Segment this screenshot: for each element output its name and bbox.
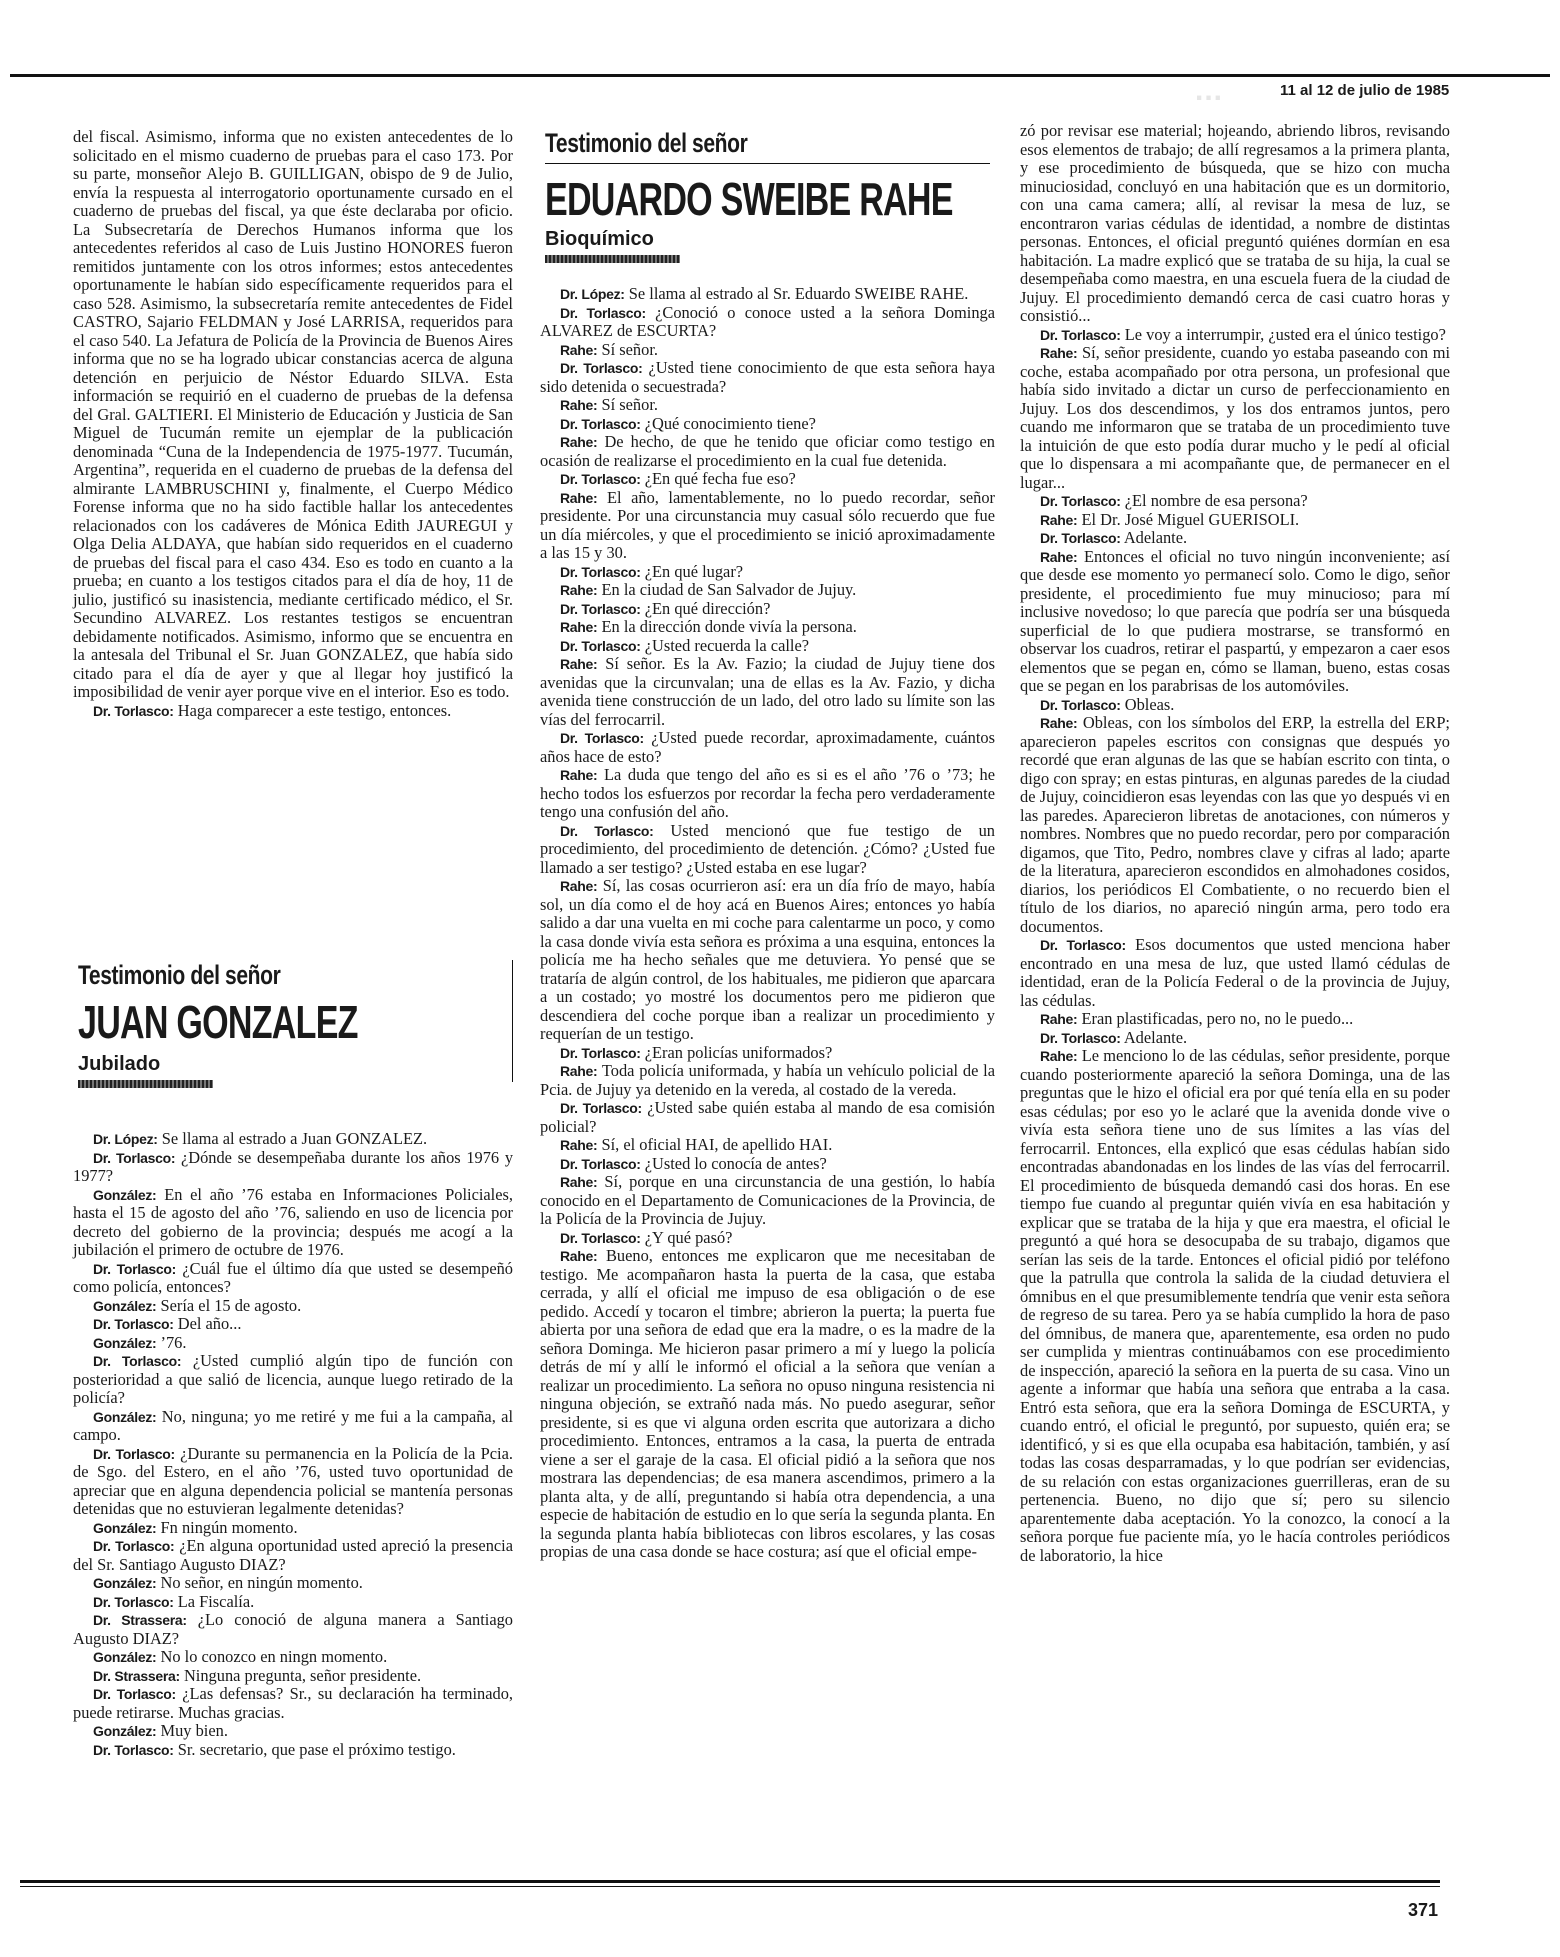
dialogue-line <box>540 1136 995 1155</box>
speaker-label: Rahe: <box>560 341 598 358</box>
column-1 <box>73 128 513 720</box>
dialogue-line <box>540 822 995 878</box>
dialogue-text: No lo conozco en ningn momento. <box>160 1647 388 1666</box>
dialogue-text: ¿Y qué pasó? <box>644 1227 733 1247</box>
speaker-label: González: <box>93 1186 157 1203</box>
dialogue-line <box>1020 1010 1450 1029</box>
dialogue-line <box>1020 344 1450 492</box>
column-1-dialogue <box>73 702 513 721</box>
speaker-label: Dr. Torlasco: <box>1040 530 1121 546</box>
dialogue-text: ¿El nombre de esa persona? <box>1124 491 1308 510</box>
column-3-continuation: zó por revisar ese material; hojeando, abriendo libros, revisando esos elementos de trabajo; de allí regresamos a la primera planta, y ese procedimiento de búsqueda, que se hizo con mucha minuciosidad, concluyó en una habitación que es un dormitorio, con una cama camera; allí, al revisar la mesa de luz, se encontraron varias cédulas de identidad, a nombre de distintas personas. Entonces, el oficial preguntó quiénes dormían en esa habitación. La madre explicó que se trataba de su hija, la cual se desempeñaba como maestra, en una escuela fuera de la ciudad de Jujuy. El procedimiento demandó cerca de casi cuatro horas y consistió... <box>1020 121 1450 325</box>
dialogue-text: ’76. <box>160 1332 187 1352</box>
speaker-label: Rahe: <box>1040 715 1078 731</box>
dialogue-line <box>540 433 995 470</box>
rahe-heading-role: Bioquímico <box>545 228 654 250</box>
dialogue-text: El año, lamentablemente, no lo puedo recordar, señor presidente. Por una circunstancia muy casual sólo recuerdo que fue un día miércoles, y que el procedimiento se inició aproximadamente a las 15 y 30. <box>540 487 995 562</box>
dialogue-line <box>540 1044 995 1063</box>
dialogue-text: La Fiscalía. <box>177 1591 255 1611</box>
speaker-label: Rahe: <box>560 397 598 413</box>
dialogue-text: ¿Durante su permanencia en la Policía de la Pcia. de Sgo. del Estero, en el año ’76, usted tuvo oportunidad de apreciar que en alguna dependencia policial se mantenía personas detenidas que no estuvieran legalmente detenidas? <box>73 1443 513 1518</box>
dialogue-line <box>1020 696 1450 715</box>
dialogue-text: Sí, las cosas ocurrieron así: era un día frío de mayo, había sol, un día como el de hoy acá en Buenos Aires; entonces yo había salido a dar una vuelta en mi coche para calentarme un poco, y como la casa donde vivía esta señora es próxima a una esquina, entonces la policía me ha hecho señales que me detuviera. Yo pensé que se trataría de algún control, de los habituales, me pidieron que aparcara a un costado; yo mostré los documentos pero me pidieron que descendiera del coche porque iban a realizar un procedimiento y requerían de un testigo. <box>540 876 995 1043</box>
dialogue-text: Sí señor. <box>601 395 658 414</box>
dialogue-line <box>1020 548 1450 696</box>
column-3 <box>1020 122 1450 1565</box>
speaker-label: Rahe: <box>560 582 598 598</box>
gonzalez-heading-role: Jubilado <box>78 1053 161 1075</box>
rahe-heading-bar <box>545 255 680 263</box>
speaker-label: Dr. López: <box>560 286 625 302</box>
speaker-label: Dr. Torlasco: <box>560 1155 641 1172</box>
dialogue-text: En el año ’76 estaba en Informaciones Policiales, hasta el 15 de agosto del año ’76, saliendo en uso de licencia por decreto del gobierno de la provincia; después me acogí a la jubilación el primero de octubre de 1976. <box>73 1184 513 1259</box>
dialogue-text: Le voy a interrumpir, ¿usted era el único testigo? <box>1124 324 1446 344</box>
speaker-label: Dr. López: <box>93 1131 158 1147</box>
speaker-label: Dr. Torlasco: <box>560 415 641 432</box>
dialogue-line <box>73 1445 513 1519</box>
dialogue-text: De hecho, de que he tenido que oficiar como testigo en ocasión de realizarse el procedimiento en la cual fue detenida. <box>540 432 995 470</box>
dialogue-text: El Dr. José Miguel GUERISOLI. <box>1081 509 1300 529</box>
speaker-label: Dr. Torlasco: <box>93 1316 174 1332</box>
dialogue-text: ¿En qué lugar? <box>644 561 744 581</box>
speaker-label: Rahe: <box>560 619 598 635</box>
dialogue-text: ¿Lo conoció de alguna manera a Santiago Augusto DIAZ? <box>73 1610 513 1648</box>
speaker-label: Rahe: <box>560 489 598 506</box>
dialogue-text: Ninguna pregunta, señor presidente. <box>183 1665 422 1685</box>
dialogue-line <box>540 1099 995 1136</box>
dialogue-text: ¿Usted recuerda la calle? <box>644 635 810 655</box>
dialogue-line <box>73 1315 513 1334</box>
speaker-label: Rahe: <box>1040 345 1078 361</box>
dialogue-line <box>73 1297 513 1316</box>
dialogue-text: Adelante. <box>1123 1027 1188 1047</box>
speaker-label: Dr. Torlasco: <box>560 1229 641 1246</box>
speaker-label: Dr. Torlasco: <box>560 637 641 654</box>
dialogue-text: ¿Dónde se desempeñaba durante los años 1976 y 1977? <box>73 1147 514 1185</box>
dialogue-line <box>1020 511 1450 530</box>
speaker-label: Dr. Torlasco: <box>1040 696 1121 713</box>
dialogue-text: ¿Usted puede recordar, aproximadamente, cuántos años hace de esto? <box>540 728 995 766</box>
dialogue-line <box>540 655 995 729</box>
speaker-label: González: <box>93 1334 157 1351</box>
dialogue-line <box>1020 326 1450 345</box>
gonzalez-heading-title: Testimonio del señor <box>78 960 281 990</box>
speaker-label: Dr. Torlasco: <box>93 1353 182 1369</box>
speaker-label: Dr. Torlasco: <box>93 1260 176 1277</box>
dialogue-line <box>1020 936 1450 1010</box>
speaker-label: Dr. Torlasco: <box>93 1686 176 1702</box>
dialogue-text: Adelante. <box>1123 528 1188 547</box>
issue-date: 11 al 12 de julio de 1985 <box>1280 82 1450 99</box>
dialogue-text: Haga comparecer a este testigo, entonces. <box>177 700 452 720</box>
dialogue-line <box>540 415 995 434</box>
speaker-label: Rahe: <box>1040 1048 1078 1064</box>
speaker-label: Dr. Torlasco: <box>560 730 644 746</box>
dialogue-text: ¿Conoció o conoce usted a la señora Dominga ALVAREZ de ESCURTA? <box>540 302 996 340</box>
dialogue-line <box>73 1408 513 1445</box>
speaker-label: González: <box>93 1723 157 1739</box>
dialogue-text: Le menciono lo de las cédulas, señor presidente, porque cuando posteriormente apareció la señora Dominga, una de las preguntas que le hizo el oficial era por qué tenía ella en su poder esas cédulas; por eso yo le aclaré que la avenida donde vive o vivía esta señora tiene uno de sus límites a las vías del ferrocarril. Entonces, ella explicó que esas cédulas habían sido encontradas abandonadas en los lindes de las vías del ferrocarril. El procedimiento de búsqueda demandó casi dos horas. En ese tiempo fue cuando al preguntar quién vivía en esa habitación y explicar que se trataba de la hija y que era maestra, el oficial le preguntó a qué hora se desocupaba de su trabajo, digamos que serían las seis de la tarde. Entonces el oficial pidió por teléfono que la patrulla que controla la salida de la ciudad detuviera el ómnibus en el que presumiblemente tendría que venir esta señora de regreso de su tarea. Pero ya se había cumplido la hora de paso del ómnibus, de manera que, aparentemente, esa orden no pudo ser cumplida y mientras continuábamos con ese procedimiento de inspección, apareció la señora en la puerta de su casa. Vino un agente a informar que había una señora que entraba a la casa. Entró esta señora, que era la señora Dominga de ESCURTA, y cuando entró, el oficial le preguntó, por supuesto, quién era; se identificó, y si es que ella ocupaba esa habitación, también, y así todas las cosas desparramadas, y lo que podrían ser evidencias, de su relación con estas organizaciones guerrilleras, eran de su pertenencia. Bueno, no dijo que sí; pero su silencio aparentemente daba aceptación. Yo la conozco, la conocí a la señora porque fue paciente mía, yo le hacía controles periódicos de laboratorio, la hice <box>1020 1046 1450 1565</box>
speaker-label: Dr. Torlasco: <box>560 563 641 580</box>
dialogue-line <box>540 359 995 396</box>
dialogue-text: No señor, en ningún momento. <box>160 1573 363 1592</box>
rahe-dialogue-column-2 <box>540 285 995 1562</box>
speaker-label: Rahe: <box>560 1174 598 1190</box>
dialogue-line <box>540 489 995 563</box>
dialogue-text: Entonces el oficial no tuvo ningún inconveniente; así que desde ese momento yo permanecí solo. Como le digo, señor presidente, el procedimiento fue muy minucioso; para mí inclusive novedoso; lo que parecía que podría ser una búsqueda superficial de lo que pudiera mostrarse, se transformó en observar los cuadros, retirar el paspartú, y empezaron a caer esos elementos que se pegan en, cómo se llaman, bueno, estas cosas que se pegan en los parabrisas de los automóviles. <box>1020 546 1450 695</box>
dialogue-text: Obleas. <box>1124 694 1175 714</box>
dialogue-text: ¿Eran policías uniformados? <box>644 1042 833 1062</box>
dialogue-line <box>540 341 995 360</box>
speaker-label: Rahe: <box>560 1137 598 1153</box>
speaker-label: Dr. Torlasco: <box>1040 937 1126 953</box>
speaker-label: Dr. Torlasco: <box>93 1593 174 1610</box>
rahe-heading-title: Testimonio del señor <box>545 128 748 158</box>
speaker-label: González: <box>93 1408 157 1425</box>
speaker-label: González: <box>93 1575 157 1591</box>
dialogue-text: ¿Usted cumplió algún tipo de función con posterioridad a que salió de licencia, aunque luego retirado de la policía? <box>73 1351 513 1407</box>
speaker-label: Dr. Torlasco: <box>93 1538 175 1554</box>
dialogue-text: Toda policía uniformada, y había un vehículo policial de la Pcia. de Jujuy ya detenido en la vereda, al costado de la vereda. <box>540 1061 995 1099</box>
dialogue-line <box>540 637 995 656</box>
rahe-dialogue-column-3 <box>1020 326 1450 1566</box>
dialogue-line <box>540 1062 995 1099</box>
dialogue-text: En la dirección donde vivía la persona. <box>601 617 857 636</box>
dialogue-text: Sí señor. <box>601 339 658 359</box>
gonzalez-heading <box>78 960 508 1088</box>
dialogue-line <box>73 1130 513 1149</box>
dialogue-text: ¿En qué dirección? <box>644 598 771 618</box>
dialogue-text: ¿Las defensas? Sr., su declaración ha terminado, puede retirarse. Muchas gracias. <box>73 1684 514 1722</box>
speaker-label: Dr. Strassera: <box>93 1612 187 1628</box>
rahe-heading-name: EDUARDO SWEIBE RAHE <box>545 173 953 225</box>
speaker-label: Dr. Torlasco: <box>560 360 643 376</box>
gonzalez-testimony <box>73 1130 513 1759</box>
gonzalez-dialogue <box>73 1130 513 1759</box>
dialogue-text: Sí, el oficial HAI, de apellido HAI. <box>601 1135 833 1154</box>
speaker-label: Dr. Torlasco: <box>93 1445 175 1462</box>
dialogue-text: En la ciudad de San Salvador de Jujuy. <box>601 580 857 599</box>
paragraph: del fiscal. Asimismo, informa que no existen antecedentes de lo solicitado en el mismo cuaderno de pruebas para el caso 173. Por su parte, monseñor Alejo B. GUILLIGAN, obispo de 9 de Julio, envía la respuesta al interrogatorio oportunamente cursado en el cuaderno de pruebas del fiscal, ya que éste declaraba por oficio. La Subsecretaría de Derechos Humanos informa que los antecedentes referidos al caso de Luis Justino HONORES fueron remitidos juntamente con los otros informes; estos antecedentes oportunamente le habían sido específicamente requeridos para el caso 528. Asimismo, la subsecretaría remite antecedentes de Fidel CASTRO, Sajario FELDMAN y José LARRISA, requeridos para el caso 540. La Jefatura de Policía de la Provincia de Buenos Aires informa que no se ha logrado ubicar constancias acerca de alguna detención en perjuicio de Néstor Eduardo SILVA. Esta información se requirió en el cuaderno de pruebas de la defensa del Gral. GALTIERI. El Ministerio de Educación y Justicia de San Miguel de Tucumán remite un ejemplar de la publicación denominada “Cuna de la Independencia de 1975-1977. Tucumán, Argentina”, requerida en el cuaderno de pruebas de la defensa del almirante LAMBRUSCHINI y, finalmente, el Cuerpo Médico Forense informa que no ha sido factible hallar los antecedentes relacionados con los cadáveres de Mónica Edith JAUREGUI y Olga Delia ALDAYA, que habían sido requeridos en el cuaderno de pruebas del fiscal para el caso 434. Eso es todo en cuanto a la prueba; en cuanto a los testigos citados para el día de hoy, 11 de julio, justificó su inasistencia, mediante certificado médico, el Sr. Secundino ALVAREZ. Los restantes testigos se encuentran debidamente notificados. Asimismo, informo que se encuentra en la antesala del Tribunal el Sr. Juan GONZALEZ, que había sido citado para el día de ayer y que al llegar hoy justificó la imposibilidad de venir ayer porque vive en el interior. Eso es todo. <box>73 127 513 701</box>
column-2 <box>540 285 995 1562</box>
speaker-label: Dr. Torlasco: <box>560 471 641 487</box>
rahe-heading-rule <box>545 163 990 164</box>
dialogue-line <box>540 600 995 619</box>
speaker-label: Dr. Torlasco: <box>1040 493 1121 509</box>
gonzalez-heading-bar <box>78 1080 213 1088</box>
dialogue-text: ¿Usted lo conocía de antes? <box>644 1153 827 1173</box>
dialogue-text: Sería el 15 de agosto. <box>160 1295 302 1315</box>
speaker-label: Dr. Torlasco: <box>560 1044 641 1061</box>
dialogue-line <box>73 702 513 721</box>
speaker-label: González: <box>93 1297 157 1314</box>
speaker-label: Rahe: <box>560 434 598 450</box>
dialogue-line <box>1020 1029 1450 1048</box>
speaker-label: Dr. Torlasco: <box>1040 326 1121 343</box>
dialogue-text: ¿Qué conocimiento tiene? <box>644 413 816 433</box>
speaker-label: Rahe: <box>1040 511 1078 528</box>
dialogue-text: ¿Usted tiene conocimiento de que esta señora haya sido detenida o secuestrada? <box>540 358 995 396</box>
dialogue-line <box>540 1247 995 1562</box>
dialogue-text: ¿En alguna oportunidad usted apreció la presencia del Sr. Santiago Augusto DIAZ? <box>73 1536 513 1574</box>
dialogue-text: ¿Usted sabe quién estaba al mando de esa comisión policial? <box>540 1098 995 1136</box>
dialogue-line <box>540 1173 995 1229</box>
speaker-label: Rahe: <box>560 767 598 783</box>
bottom-rule <box>20 1880 1440 1883</box>
dialogue-line <box>73 1611 513 1648</box>
page-number: 371 <box>1408 1900 1439 1920</box>
dialogue-line <box>73 1593 513 1612</box>
bottom-rule-thin <box>20 1886 1440 1887</box>
header-ghost-text: ... <box>1195 74 1224 107</box>
dialogue-line <box>540 877 995 1044</box>
dialogue-text: Sí, porque en una circunstancia de una gestión, lo había conocido en el Departamento de Comunicaciones de la Provincia, de la Policía de la Provincia de Jujuy. <box>540 1172 995 1228</box>
dialogue-line <box>540 285 995 304</box>
dialogue-line <box>540 766 995 822</box>
speaker-label: Rahe: <box>560 656 598 672</box>
dialogue-text: Muy bien. <box>160 1721 228 1740</box>
speaker-label: Dr. Torlasco: <box>560 1100 642 1116</box>
speaker-label: Rahe: <box>1040 548 1078 565</box>
dialogue-line <box>73 1648 513 1667</box>
dialogue-line <box>73 1149 513 1186</box>
dialogue-line <box>1020 1047 1450 1565</box>
dialogue-text: Obleas, con los símbolos del ERP, la estrella del ERP; aparecieron papeles escritos con consignas que después yo recordé que eran algunas de las que se habían escrito con tinta, o digo con spray; en estas pinturas, en algunas paredes de la ciudad de Jujuy, coincidieron esas leyendas con las que yo después vi en las paredes. Aparecieron libretas de anotaciones, con números y nombres. Nombres que no puedo recordar, pero por comparación digamos, que Tito, Pedro, nombres clave y cifras al lado; aparte de la literatura, aparecieron escondidos en almohadones cosidos, diarios, los periódicos El Combatiente, o no recuerdo bien el título de los diarios, no apareció ningún arma, pero todo era documentos. <box>1020 713 1450 936</box>
dialogue-line <box>540 563 995 582</box>
speaker-label: Dr. Torlasco: <box>93 1741 174 1758</box>
dialogue-line <box>73 1352 513 1408</box>
speaker-label: González: <box>93 1649 157 1665</box>
dialogue-line <box>540 729 995 766</box>
dialogue-line <box>73 1722 513 1741</box>
dialogue-line <box>73 1334 513 1353</box>
dialogue-line <box>73 1685 513 1722</box>
dialogue-text: Eran plastificadas, pero no, no le puedo... <box>1081 1009 1354 1028</box>
speaker-label: Dr. Torlasco: <box>560 822 654 839</box>
dialogue-text: Se llama al estrado al Sr. Eduardo SWEIBE RAHE. <box>628 284 969 303</box>
dialogue-text: Del año... <box>177 1314 242 1333</box>
dialogue-text: Sí señor. Es la Av. Fazio; la ciudad de Jujuy tiene dos avenidas que la circunvalan; una de ellas es la Av. Fazio, y dicha avenida tiene construcción de un lado, del otro lado su límite son las vías del ferrocarril. <box>540 654 995 729</box>
dialogue-line <box>1020 529 1450 548</box>
dialogue-line <box>540 618 995 637</box>
dialogue-text: Sr. secretario, que pase el próximo testigo. <box>177 1739 456 1759</box>
dialogue-line <box>73 1667 513 1686</box>
speaker-label: Dr. Torlasco: <box>93 702 174 719</box>
dialogue-line <box>540 581 995 600</box>
dialogue-line <box>540 304 995 341</box>
dialogue-text: La duda que tengo del año es si es el año ’76 o ’73; he hecho todos los esfuerzos por recordar la fecha pero verdaderamente tengo una confusión del año. <box>540 765 995 821</box>
speaker-label: Rahe: <box>560 1063 598 1079</box>
dialogue-text: Bueno, entonces me explicaron que me necesitaban de testigo. Me acompañaron hasta la puerta de la casa, que estaba cerrada, y allí el oficial me impuso de esa obligación o de ese pedido. Accedí y tocaron el timbre; abrieron la puerta; la puerta fue abierta por una señora de edad que era la madre, o es la madre de la señora Dominga. Me hicieron pasar primero a mí y luego la policía detrás de mí y allí le informó el oficial a la señora que venían a realizar un procedimiento. La señora no opuso ninguna resistencia ni ninguna objeción, se extrañó nada más. No puedo asegurar, señor presidente, si es que vi alguna orden escrita que autorizara a dicho procedimiento. Entonces, entramos a la casa, la puerta de entrada viene a ser el garaje de la casa. El oficial pidió a la señora que nos mostrara las dependencias; de esa manera ascendimos, primero a la planta alta, y de allí, preguntando si había otra dependencia, a una especie de habitación de estudio en lo que sería la segunda planta. En la segunda planta había bibliotecas con libros escolares, y las cosas propias de una casa donde se hace costura; así que el oficial empe- <box>540 1246 995 1561</box>
dialogue-text: Usted mencionó que fue testigo de un procedimiento, del procedimiento de detención. ¿Cómo? ¿Usted fue llamado a ser testigo? ¿Usted estaba en ese lugar? <box>540 820 995 877</box>
dialogue-line <box>73 1186 513 1260</box>
speaker-label: Dr. Strassera: <box>93 1667 180 1684</box>
dialogue-text: No, ninguna; yo me retiré y me fui a la campaña, al campo. <box>73 1406 513 1444</box>
dialogue-line <box>73 1537 513 1574</box>
gonzalez-heading-rule <box>512 960 513 1082</box>
column-1-paragraphs <box>73 128 513 702</box>
dialogue-text: Esos documentos que usted menciona haber encontrado en una mesa de luz, que usted llamó cédulas de identidad, eran de la Policía Federal o de la provincia de Jujuy, las cédulas. <box>1020 935 1450 1010</box>
dialogue-line <box>1020 714 1450 936</box>
dialogue-text: Sí, señor presidente, cuando yo estaba paseando con mi coche, estaba acompañado por otra persona, un profesional que había sido invitado a dictar un curso de perfeccionamiento en Jujuy. Los dos descendimos, y los dos entramos juntos, pero cuando me informaron que se trataba de un procedimiento tuve la intuición de que esto podía durar mucho y le pedí al oficial que lo dispensara a mi acompañante que, de permanecer en el lugar... <box>1020 343 1450 492</box>
dialogue-text: ¿En qué fecha fue eso? <box>644 469 796 488</box>
dialogue-text: Se llama al estrado a Juan GONZALEZ. <box>161 1129 428 1148</box>
speaker-label: Rahe: <box>1040 1011 1078 1027</box>
gonzalez-heading-name: JUAN GONZALEZ <box>78 996 358 1048</box>
dialogue-text: Fn ningún momento. <box>160 1517 298 1537</box>
dialogue-text: ¿Cuál fue el último día que usted se desempeñó como policía, entonces? <box>73 1258 514 1296</box>
speaker-label: Rahe: <box>560 878 598 894</box>
speaker-label: Dr. Torlasco: <box>560 304 646 321</box>
speaker-label: Dr. Torlasco: <box>93 1149 176 1166</box>
dialogue-line <box>73 1260 513 1297</box>
dialogue-line <box>73 1519 513 1538</box>
speaker-label: Dr. Torlasco: <box>1040 1029 1121 1046</box>
dialogue-line <box>540 396 995 415</box>
rahe-heading <box>545 128 995 263</box>
top-rule <box>10 74 1550 77</box>
dialogue-line <box>73 1574 513 1593</box>
speaker-label: Rahe: <box>560 1248 598 1264</box>
dialogue-line <box>540 470 995 489</box>
dialogue-line <box>1020 492 1450 511</box>
speaker-label: González: <box>93 1519 157 1536</box>
dialogue-line <box>540 1229 995 1248</box>
dialogue-line <box>540 1155 995 1174</box>
speaker-label: Dr. Torlasco: <box>560 600 641 617</box>
dialogue-line <box>73 1741 513 1760</box>
